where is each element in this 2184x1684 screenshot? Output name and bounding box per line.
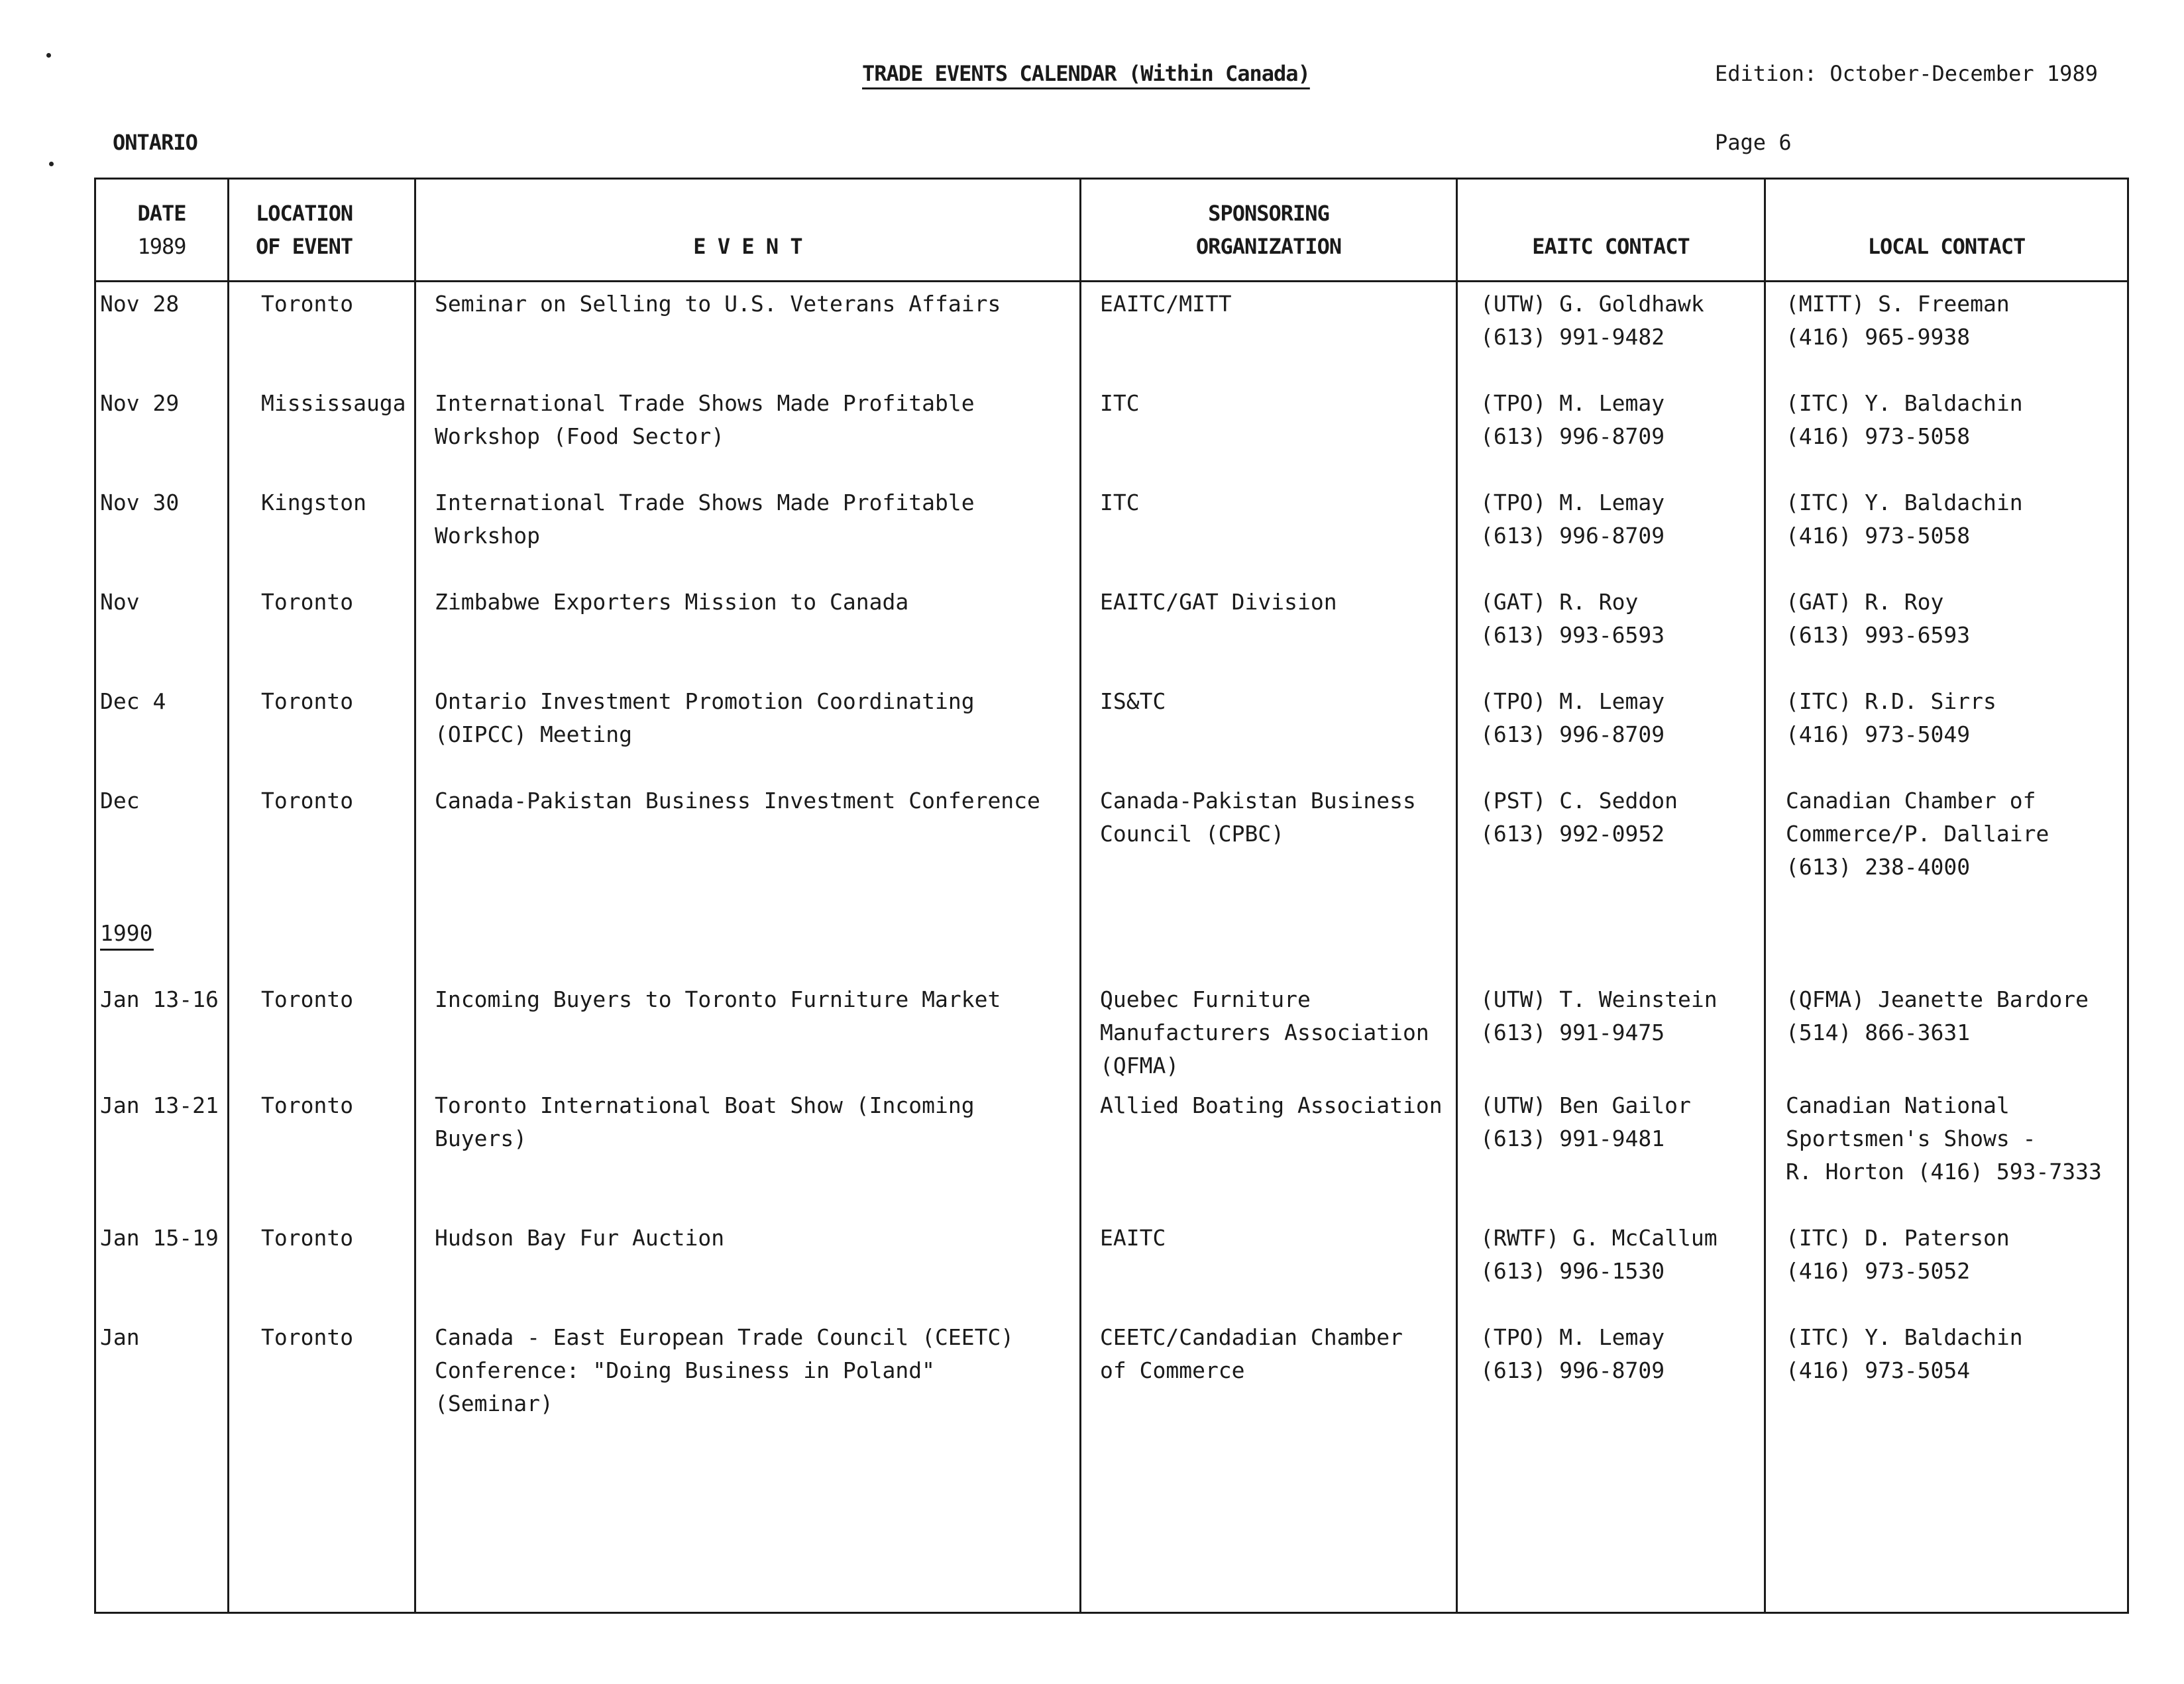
event-cell-line: Workshop bbox=[435, 523, 540, 549]
local-contact-cell-line: (416) 973-5058 bbox=[1786, 423, 1971, 449]
location-cell bbox=[229, 1316, 415, 1453]
local-contact-cell bbox=[1765, 580, 2128, 680]
event-cell-line: International Trade Shows Made Profitable bbox=[435, 490, 975, 515]
sponsor-cell-line: EAITC/GAT Division bbox=[1100, 589, 1337, 615]
local-header-spacer bbox=[1767, 197, 2126, 230]
date-cell bbox=[95, 1316, 229, 1453]
eaitc-contact-cell bbox=[1457, 481, 1765, 580]
location-cell bbox=[229, 282, 415, 382]
eaitc-contact-cell-line: (UTW) T. Weinstein bbox=[1480, 986, 1718, 1012]
empty-cell bbox=[229, 1453, 415, 1613]
location-cell-text: Toronto bbox=[261, 688, 354, 714]
sponsor-cell bbox=[1081, 580, 1457, 680]
eaitc-contact-cell bbox=[1457, 580, 1765, 680]
local-contact-cell-line: (514) 866-3631 bbox=[1786, 1020, 1971, 1045]
table-row bbox=[95, 580, 2128, 680]
local-contact-cell bbox=[1765, 1316, 2128, 1453]
sponsor-cell-line: ITC bbox=[1100, 490, 1140, 515]
location-cell-text: Toronto bbox=[261, 291, 354, 317]
event-header-spacer bbox=[417, 197, 1079, 230]
eaitc-contact-cell bbox=[1457, 779, 1765, 912]
local-contact-cell-line: Canadian Chamber of bbox=[1786, 788, 2036, 814]
eaitc-contact-cell-line: (613) 996-8709 bbox=[1480, 423, 1665, 449]
local-contact-cell-line: Commerce/P. Dallaire bbox=[1786, 821, 2049, 847]
column-header-event bbox=[415, 179, 1081, 282]
date-cell-text: Jan 15-19 bbox=[100, 1225, 219, 1251]
sponsor-cell-line: EAITC bbox=[1100, 1225, 1166, 1251]
table-row bbox=[95, 282, 2128, 382]
empty-cell bbox=[1081, 912, 1457, 978]
local-contact-cell-line: (416) 973-5054 bbox=[1786, 1357, 1971, 1383]
date-cell bbox=[95, 481, 229, 580]
event-cell-line: Ontario Investment Promotion Coordinating bbox=[435, 688, 975, 714]
date-cell bbox=[95, 978, 229, 1084]
local-contact-cell-line: (ITC) Y. Baldachin bbox=[1786, 1324, 2023, 1350]
eaitc-contact-cell-line: (UTW) Ben Gailor bbox=[1480, 1092, 1691, 1118]
event-cell bbox=[415, 481, 1081, 580]
local-contact-cell bbox=[1765, 680, 2128, 779]
date-cell-text: Jan bbox=[100, 1324, 140, 1350]
event-cell bbox=[415, 1316, 1081, 1453]
local-contact-cell bbox=[1765, 1084, 2128, 1216]
local-contact-cell-line: (QFMA) Jeanette Bardore bbox=[1786, 986, 2089, 1012]
table-row bbox=[95, 779, 2128, 912]
eaitc-contact-cell-line: (TPO) M. Lemay bbox=[1480, 688, 1665, 714]
date-cell bbox=[95, 382, 229, 481]
eaitc-contact-cell-line: (TPO) M. Lemay bbox=[1480, 390, 1665, 416]
event-cell bbox=[415, 978, 1081, 1084]
local-contact-cell bbox=[1765, 282, 2128, 382]
sponsor-cell bbox=[1081, 481, 1457, 580]
local-contact-cell bbox=[1765, 1216, 2128, 1316]
sponsor-cell-line: ITC bbox=[1100, 390, 1140, 416]
local-contact-cell bbox=[1765, 481, 2128, 580]
date-cell bbox=[95, 1216, 229, 1316]
table-header-row bbox=[95, 179, 2128, 282]
local-contact-cell-line: R. Horton (416) 593-7333 bbox=[1786, 1159, 2102, 1184]
eaitc-contact-cell bbox=[1457, 1084, 1765, 1216]
local-contact-cell-line: (613) 993-6593 bbox=[1786, 622, 1971, 648]
local-header-label: LOCAL CONTACT bbox=[1867, 234, 2026, 259]
location-cell-text: Kingston bbox=[261, 490, 366, 515]
event-cell bbox=[415, 1084, 1081, 1216]
date-cell-text: Nov bbox=[100, 589, 140, 615]
sponsor-cell bbox=[1081, 1316, 1457, 1453]
local-contact-cell-line: (416) 973-5049 bbox=[1786, 721, 1971, 747]
empty-cell bbox=[1081, 1453, 1457, 1613]
event-cell bbox=[415, 282, 1081, 382]
location-cell-text: Mississauga bbox=[261, 390, 406, 416]
empty-cell bbox=[1457, 912, 1765, 978]
table-row bbox=[95, 1084, 2128, 1216]
empty-cell bbox=[415, 1453, 1081, 1613]
column-header-eaitc bbox=[1457, 179, 1765, 282]
eaitc-contact-cell bbox=[1457, 1216, 1765, 1316]
date-cell bbox=[95, 282, 229, 382]
date-header-label: DATE bbox=[137, 201, 186, 226]
event-cell bbox=[415, 779, 1081, 912]
date-cell bbox=[95, 1084, 229, 1216]
date-cell-text: Nov 30 bbox=[100, 490, 180, 515]
eaitc-contact-cell bbox=[1457, 978, 1765, 1084]
empty-cell bbox=[1765, 1453, 2128, 1613]
sponsor-cell bbox=[1081, 1216, 1457, 1316]
date-cell bbox=[95, 779, 229, 912]
scan-speck bbox=[46, 53, 51, 58]
eaitc-contact-cell bbox=[1457, 382, 1765, 481]
sponsor-cell-line: (QFMA) bbox=[1100, 1053, 1179, 1079]
local-contact-cell-line: (ITC) Y. Baldachin bbox=[1786, 390, 2023, 416]
eaitc-contact-cell-line: (613) 996-8709 bbox=[1480, 1357, 1665, 1383]
eaitc-contact-cell-line: (TPO) M. Lemay bbox=[1480, 490, 1665, 515]
column-header-date bbox=[95, 179, 229, 282]
location-cell bbox=[229, 779, 415, 912]
event-cell-line: (Seminar) bbox=[435, 1391, 553, 1416]
event-cell-line: Zimbabwe Exporters Mission to Canada bbox=[435, 589, 909, 615]
region-label: ONTARIO bbox=[113, 130, 197, 155]
eaitc-contact-cell-line: (613) 991-9475 bbox=[1480, 1020, 1665, 1045]
sponsor-cell-line: CEETC/Candadian Chamber bbox=[1100, 1324, 1403, 1350]
local-contact-cell-line: Sportsmen's Shows - bbox=[1786, 1126, 2036, 1151]
sponsor-cell bbox=[1081, 680, 1457, 779]
event-cell-line: Canada-Pakistan Business Investment Conference bbox=[435, 788, 1040, 814]
table-row bbox=[95, 978, 2128, 1084]
sponsor-header-line2: ORGANIZATION bbox=[1195, 234, 1342, 259]
column-header-sponsor bbox=[1081, 179, 1457, 282]
sponsor-cell-line: Quebec Furniture bbox=[1100, 986, 1311, 1012]
column-header-local bbox=[1765, 179, 2128, 282]
eaitc-contact-cell-line: (UTW) G. Goldhawk bbox=[1480, 291, 1704, 317]
event-cell-line: Seminar on Selling to U.S. Veterans Affairs bbox=[435, 291, 1001, 317]
local-contact-cell bbox=[1765, 382, 2128, 481]
location-cell-text: Toronto bbox=[261, 1324, 354, 1350]
local-contact-cell-line: (MITT) S. Freeman bbox=[1786, 291, 2010, 317]
sponsor-cell-line: EAITC/MITT bbox=[1100, 291, 1232, 317]
local-contact-cell bbox=[1765, 978, 2128, 1084]
sponsor-cell-line: Council (CPBC) bbox=[1100, 821, 1285, 847]
sponsor-cell-line: Canada-Pakistan Business bbox=[1100, 788, 1416, 814]
eaitc-contact-cell-line: (613) 996-1530 bbox=[1480, 1258, 1665, 1284]
location-cell bbox=[229, 481, 415, 580]
empty-cell bbox=[1457, 1453, 1765, 1613]
eaitc-contact-cell bbox=[1457, 680, 1765, 779]
location-cell bbox=[229, 1084, 415, 1216]
sponsor-cell bbox=[1081, 978, 1457, 1084]
eaitc-contact-cell-line: (613) 991-9481 bbox=[1480, 1126, 1665, 1151]
year-break-row bbox=[95, 912, 2128, 978]
location-cell bbox=[229, 580, 415, 680]
local-contact-cell bbox=[1765, 779, 2128, 912]
location-cell-text: Toronto bbox=[261, 986, 354, 1012]
table-row bbox=[95, 481, 2128, 580]
date-cell-text: Jan 13-21 bbox=[100, 1092, 219, 1118]
local-contact-cell-line: (ITC) D. Paterson bbox=[1786, 1225, 2010, 1251]
location-cell-text: Toronto bbox=[261, 1225, 354, 1251]
sponsor-cell-line: Allied Boating Association bbox=[1100, 1092, 1443, 1118]
date-cell-text: Jan 13-16 bbox=[100, 986, 219, 1012]
table-row bbox=[95, 680, 2128, 779]
event-cell-line: (OIPCC) Meeting bbox=[435, 721, 633, 747]
local-contact-cell-line: (416) 965-9938 bbox=[1786, 324, 1971, 350]
scan-speck bbox=[49, 162, 54, 166]
date-cell-text: Nov 29 bbox=[100, 390, 180, 416]
filler-row bbox=[95, 1453, 2128, 1613]
eaitc-contact-cell-line: (TPO) M. Lemay bbox=[1480, 1324, 1665, 1350]
sponsor-header-line1: SPONSORING bbox=[1208, 201, 1329, 226]
location-header-line2: OF EVENT bbox=[256, 234, 353, 259]
eaitc-header-spacer bbox=[1458, 197, 1763, 230]
event-header-label: E V E N T bbox=[693, 234, 802, 259]
eaitc-contact-cell-line: (PST) C. Seddon bbox=[1480, 788, 1678, 814]
event-cell-line: International Trade Shows Made Profitable bbox=[435, 390, 975, 416]
event-cell bbox=[415, 580, 1081, 680]
column-header-location bbox=[229, 179, 415, 282]
events-table bbox=[94, 178, 2129, 1614]
event-cell-line: Incoming Buyers to Toronto Furniture Market bbox=[435, 986, 1001, 1012]
date-header-year: 1989 bbox=[137, 234, 186, 259]
empty-cell bbox=[95, 1453, 229, 1613]
local-contact-cell-line: (416) 973-5052 bbox=[1786, 1258, 1971, 1284]
sponsor-cell-line: of Commerce bbox=[1100, 1357, 1245, 1383]
eaitc-contact-cell bbox=[1457, 282, 1765, 382]
event-cell-line: Toronto International Boat Show (Incoming bbox=[435, 1092, 975, 1118]
eaitc-contact-cell-line: (613) 993-6593 bbox=[1480, 622, 1665, 648]
sponsor-cell bbox=[1081, 282, 1457, 382]
local-contact-cell-line: (ITC) Y. Baldachin bbox=[1786, 490, 2023, 515]
table-row bbox=[95, 1316, 2128, 1453]
eaitc-contact-cell-line: (613) 996-8709 bbox=[1480, 523, 1665, 549]
empty-cell bbox=[1765, 912, 2128, 978]
local-contact-cell-line: Canadian National bbox=[1786, 1092, 2010, 1118]
event-cell-line: Canada - East European Trade Council (CEETC) bbox=[435, 1324, 1014, 1350]
page-title: TRADE EVENTS CALENDAR (Within Canada) bbox=[862, 61, 1310, 86]
eaitc-contact-cell-line: (RWTF) G. McCallum bbox=[1480, 1225, 1718, 1251]
event-cell bbox=[415, 382, 1081, 481]
table-row bbox=[95, 1216, 2128, 1316]
event-cell-line: Buyers) bbox=[435, 1126, 527, 1151]
location-cell bbox=[229, 978, 415, 1084]
date-cell-text: Nov 28 bbox=[100, 291, 180, 317]
location-cell bbox=[229, 382, 415, 481]
eaitc-contact-cell-line: (613) 996-8709 bbox=[1480, 721, 1665, 747]
location-cell-text: Toronto bbox=[261, 788, 354, 814]
sponsor-cell-line: IS&TC bbox=[1100, 688, 1166, 714]
sponsor-cell bbox=[1081, 1084, 1457, 1216]
event-cell bbox=[415, 1216, 1081, 1316]
local-contact-cell-line: (416) 973-5058 bbox=[1786, 523, 1971, 549]
page-number: Page 6 bbox=[1715, 130, 1792, 155]
eaitc-contact-cell-line: (613) 991-9482 bbox=[1480, 324, 1665, 350]
sponsor-cell bbox=[1081, 779, 1457, 912]
event-cell-line: Conference: "Doing Business in Poland" bbox=[435, 1357, 935, 1383]
local-contact-cell-line: (GAT) R. Roy bbox=[1786, 589, 1944, 615]
location-cell bbox=[229, 680, 415, 779]
event-cell-line: Workshop (Food Sector) bbox=[435, 423, 725, 449]
date-cell bbox=[95, 580, 229, 680]
sponsor-cell-line: Manufacturers Association bbox=[1100, 1020, 1429, 1045]
eaitc-contact-cell bbox=[1457, 1316, 1765, 1453]
location-cell-text: Toronto bbox=[261, 589, 354, 615]
eaitc-contact-cell-line: (GAT) R. Roy bbox=[1480, 589, 1639, 615]
year-break-label: 1990 bbox=[100, 918, 154, 951]
eaitc-header-label: EAITC CONTACT bbox=[1532, 234, 1690, 259]
empty-cell bbox=[415, 912, 1081, 978]
local-contact-cell-line: (ITC) R.D. Sirrs bbox=[1786, 688, 1996, 714]
event-cell-line: Hudson Bay Fur Auction bbox=[435, 1225, 725, 1251]
date-cell-text: Dec 4 bbox=[100, 688, 166, 714]
location-cell bbox=[229, 1216, 415, 1316]
empty-cell bbox=[229, 912, 415, 978]
location-cell-text: Toronto bbox=[261, 1092, 354, 1118]
year-break-cell bbox=[95, 912, 229, 978]
sponsor-cell bbox=[1081, 382, 1457, 481]
date-cell bbox=[95, 680, 229, 779]
edition-label: Edition: October-December 1989 bbox=[1715, 61, 2098, 86]
event-cell bbox=[415, 680, 1081, 779]
local-contact-cell-line: (613) 238-4000 bbox=[1786, 854, 1971, 880]
date-cell-text: Dec bbox=[100, 788, 140, 814]
eaitc-contact-cell-line: (613) 992-0952 bbox=[1480, 821, 1665, 847]
location-header-line1: LOCATION bbox=[256, 201, 353, 226]
table-row bbox=[95, 382, 2128, 481]
